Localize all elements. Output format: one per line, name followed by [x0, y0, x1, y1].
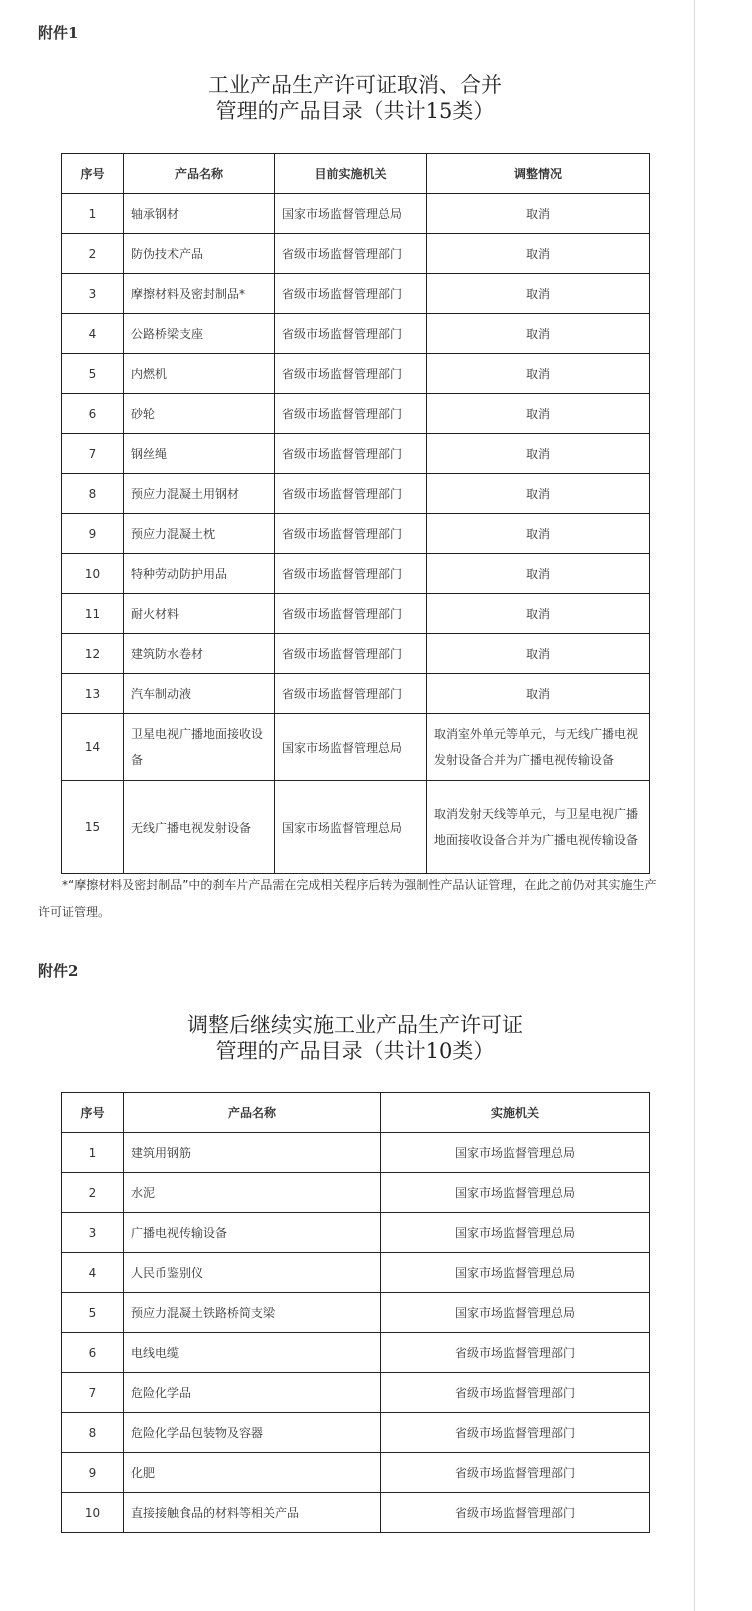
row-no: 8	[62, 474, 124, 514]
row-name: 预应力混凝土枕	[124, 514, 275, 554]
table-row	[62, 634, 650, 674]
row-name: 无线广播电视发射设备	[124, 781, 275, 874]
table-row	[62, 274, 650, 314]
row-name: 电线电缆	[124, 1333, 381, 1373]
row-adjust: 取消	[427, 314, 650, 354]
table-row	[62, 674, 650, 714]
row-no: 4	[62, 1253, 124, 1293]
table-row	[62, 514, 650, 554]
attachment1-label: 附件1	[38, 24, 79, 42]
table-row	[62, 234, 650, 274]
table-row	[62, 474, 650, 514]
row-no: 5	[62, 1293, 124, 1333]
table-row	[62, 1133, 650, 1173]
table-row	[62, 1453, 650, 1493]
row-adjust: 取消	[427, 634, 650, 674]
table-header-row	[62, 1093, 650, 1133]
row-agency: 省级市场监督管理部门	[381, 1413, 650, 1453]
table-row	[62, 1413, 650, 1453]
row-name: 轴承钢材	[124, 194, 275, 234]
row-no: 15	[62, 781, 124, 874]
row-name: 特种劳动防护用品	[124, 554, 275, 594]
row-name: 预应力混凝土用钢材	[124, 474, 275, 514]
row-no: 3	[62, 274, 124, 314]
row-agency: 国家市场监督管理总局	[381, 1213, 650, 1253]
row-agency: 省级市场监督管理部门	[275, 234, 427, 274]
row-adjust: 取消	[427, 554, 650, 594]
table-row	[62, 1253, 650, 1293]
header-name: 产品名称	[124, 154, 275, 194]
header-name: 产品名称	[124, 1093, 381, 1133]
row-no: 10	[62, 554, 124, 594]
attachment1-title	[62, 72, 648, 124]
row-adjust: 取消	[427, 274, 650, 314]
attachment2-title	[62, 1012, 648, 1064]
row-no: 5	[62, 354, 124, 394]
row-adjust: 取消	[427, 354, 650, 394]
table-row	[62, 394, 650, 434]
row-name: 广播电视传输设备	[124, 1213, 381, 1253]
attachment2-title-line2: 管理的产品目录（共计10类）	[215, 1039, 495, 1063]
row-no: 1	[62, 1133, 124, 1173]
table-row	[62, 1333, 650, 1373]
table-row	[62, 1173, 650, 1213]
row-no: 2	[62, 234, 124, 274]
row-agency: 省级市场监督管理部门	[275, 514, 427, 554]
page-right-border	[694, 0, 695, 1611]
table-row	[62, 594, 650, 634]
table-row	[62, 1373, 650, 1413]
table-header-row	[62, 154, 650, 194]
row-adjust: 取消	[427, 434, 650, 474]
row-adjust: 取消	[427, 514, 650, 554]
row-adjust: 取消室外单元等单元，与无线广播电视发射设备合并为广播电视传输设备	[427, 714, 650, 781]
attachment2-label: 附件2	[38, 962, 79, 980]
row-agency: 省级市场监督管理部门	[275, 634, 427, 674]
row-name: 直接接触食品的材料等相关产品	[124, 1493, 381, 1533]
row-adjust: 取消发射天线等单元，与卫星电视广播地面接收设备合并为广播电视传输设备	[427, 781, 650, 874]
row-agency: 省级市场监督管理部门	[275, 674, 427, 714]
row-name: 危险化学品包装物及容器	[124, 1413, 381, 1453]
row-agency: 国家市场监督管理总局	[381, 1293, 650, 1333]
table-row	[62, 714, 650, 781]
row-no: 7	[62, 1373, 124, 1413]
row-name: 内燃机	[124, 354, 275, 394]
row-adjust: 取消	[427, 234, 650, 274]
table-row	[62, 194, 650, 234]
table-row	[62, 1213, 650, 1253]
row-no: 13	[62, 674, 124, 714]
row-agency: 省级市场监督管理部门	[275, 434, 427, 474]
row-agency: 省级市场监督管理部门	[275, 474, 427, 514]
row-agency: 国家市场监督管理总局	[381, 1173, 650, 1213]
row-agency: 省级市场监督管理部门	[275, 594, 427, 634]
attachment2-title-line1: 调整后继续实施工业产品生产许可证	[187, 1013, 523, 1037]
table-row	[62, 314, 650, 354]
row-no: 6	[62, 1333, 124, 1373]
row-name: 防伪技术产品	[124, 234, 275, 274]
row-no: 9	[62, 514, 124, 554]
row-name: 卫星电视广播地面接收设备	[124, 714, 275, 781]
row-agency: 省级市场监督管理部门	[275, 314, 427, 354]
row-no: 1	[62, 194, 124, 234]
row-agency: 省级市场监督管理部门	[275, 394, 427, 434]
row-adjust: 取消	[427, 594, 650, 634]
row-agency: 省级市场监督管理部门	[381, 1373, 650, 1413]
table-row	[62, 354, 650, 394]
row-no: 7	[62, 434, 124, 474]
row-agency: 国家市场监督管理总局	[275, 714, 427, 781]
row-name: 危险化学品	[124, 1373, 381, 1413]
header-agency: 实施机关	[381, 1093, 650, 1133]
row-agency: 省级市场监督管理部门	[381, 1453, 650, 1493]
row-name: 公路桥梁支座	[124, 314, 275, 354]
header-agency: 目前实施机关	[275, 154, 427, 194]
header-no: 序号	[62, 154, 124, 194]
row-adjust: 取消	[427, 474, 650, 514]
row-agency: 省级市场监督管理部门	[381, 1333, 650, 1373]
row-name: 建筑用钢筋	[124, 1133, 381, 1173]
row-agency: 国家市场监督管理总局	[275, 781, 427, 874]
row-no: 12	[62, 634, 124, 674]
table-row	[62, 1293, 650, 1333]
row-name: 耐火材料	[124, 594, 275, 634]
row-name: 预应力混凝土铁路桥简支梁	[124, 1293, 381, 1333]
row-agency: 省级市场监督管理部门	[275, 554, 427, 594]
row-name: 砂轮	[124, 394, 275, 434]
attachment1-table	[61, 153, 650, 874]
row-no: 9	[62, 1453, 124, 1493]
attachment1-title-line1: 工业产品生产许可证取消、合并	[208, 73, 502, 97]
row-name: 水泥	[124, 1173, 381, 1213]
table-row	[62, 434, 650, 474]
row-no: 3	[62, 1213, 124, 1253]
row-agency: 省级市场监督管理部门	[381, 1493, 650, 1533]
row-name: 汽车制动液	[124, 674, 275, 714]
row-adjust: 取消	[427, 674, 650, 714]
row-no: 8	[62, 1413, 124, 1453]
row-adjust: 取消	[427, 394, 650, 434]
header-no: 序号	[62, 1093, 124, 1133]
row-no: 2	[62, 1173, 124, 1213]
row-agency: 省级市场监督管理部门	[275, 354, 427, 394]
row-agency: 国家市场监督管理总局	[381, 1253, 650, 1293]
attachment2-table	[61, 1092, 650, 1533]
row-no: 11	[62, 594, 124, 634]
row-no: 4	[62, 314, 124, 354]
row-adjust: 取消	[427, 194, 650, 234]
row-no: 6	[62, 394, 124, 434]
row-name: 钢丝绳	[124, 434, 275, 474]
row-name: 化肥	[124, 1453, 381, 1493]
row-no: 14	[62, 714, 124, 781]
row-name: 人民币鉴别仪	[124, 1253, 381, 1293]
row-name: 摩擦材料及密封制品*	[124, 274, 275, 314]
attachment1-footnote: *“摩擦材料及密封制品”中的刹车片产品需在完成相关程序后转为强制性产品认证管理，在此之前仍对其实施生产许可证管理。	[38, 878, 657, 919]
row-agency: 国家市场监督管理总局	[275, 194, 427, 234]
table-row	[62, 781, 650, 874]
row-name: 建筑防水卷材	[124, 634, 275, 674]
header-adjust: 调整情况	[427, 154, 650, 194]
table-row	[62, 1493, 650, 1533]
table-row	[62, 554, 650, 594]
row-agency: 省级市场监督管理部门	[275, 274, 427, 314]
row-no: 10	[62, 1493, 124, 1533]
attachment1-title-line2: 管理的产品目录（共计15类）	[215, 99, 495, 123]
row-agency: 国家市场监督管理总局	[381, 1133, 650, 1173]
